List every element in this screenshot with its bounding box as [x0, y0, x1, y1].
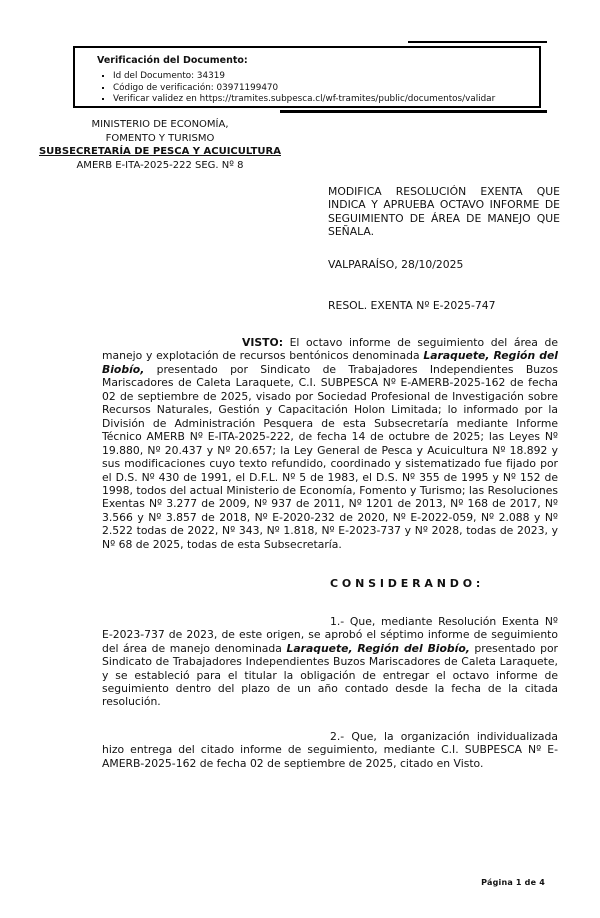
verification-title: Verificación del Documento:	[97, 55, 248, 66]
page-number-indicator: Página 1 de 4	[481, 878, 545, 887]
verification-box	[73, 46, 541, 108]
amerb-reference-line: AMERB E-ITA-2025-222 SEG. Nº 8	[76, 159, 244, 171]
considerando-heading: C O N S I D E R A N D O :	[330, 577, 481, 591]
considerando-item-2	[102, 730, 558, 770]
visto-paragraph	[102, 336, 558, 551]
text-segment: Laraquete, Región del Biobío,	[286, 641, 470, 655]
verification-item: ▪ Id del Documento: 34319	[113, 71, 533, 83]
stamp-border-artifact-top	[408, 41, 547, 43]
ministry-line-1: MINISTERIO DE ECONOMÍA,	[91, 119, 229, 130]
stamp-border-artifact-bottom	[280, 110, 547, 113]
verification-item: ▪ Código de verificación: 03971199470	[113, 83, 533, 95]
verification-item: ▪ Verificar validez en https://tramites.subpesca.cl/wf-tramites/public/documentos/validar	[113, 94, 533, 106]
text-segment: Laraquete, Región del Biobío,	[102, 349, 558, 376]
place-date: VALPARAÍSO, 28/10/2025	[328, 258, 464, 271]
verification-list	[97, 71, 533, 106]
document-subject: MODIFICA RESOLUCIÓN EXENTA QUE INDICA Y APRUEBA OCTAVO INFORME DE SEGUIMIENTO DE ÁREA DE MANEJO QUE SEÑALA.	[328, 185, 560, 238]
letterhead	[16, 118, 304, 172]
text-segment: VISTO:	[242, 336, 284, 349]
document-body	[102, 336, 558, 791]
text-segment: presentado por Sindicato de Trabajadores Independientes Buzos Mariscadores de Caleta Laraquete, C.I. SUBPESCA Nº E-AMERB-2025-162 de fecha 02 de septiembre de 2025, visado por Sociedad Profesional de Investigación sobre Recursos Naturales, Gestión y Capacitación Holon Limitada; lo informado por la División de Administración Pesquera de esta Subsecretaría mediante Informe Técnico AMERB Nº E-ITA-2025-222, de fecha 14 de octubre de 2025; las Leyes Nº 19.880, Nº 20.437 y Nº 20.657; la Ley General de Pesca y Acuicultura Nº 18.892 y sus modificaciones cuyo texto refundido, coordinado y sistematizado fue fijado por el D.S. Nº 430 de 1991, el D.F.L. Nº 5 de 1983, el D.S. Nº 355 de 1995 y Nº 152 de 1998, todos del actual Ministerio de Economía, Fomento y Turismo; las Resoluciones Exentas Nº 3.277 de 2009, Nº 937 de 2011, Nº 1201 de 2013, Nº 168 de 2017, Nº 3.566 y Nº 3.857 de 2018, Nº E-2020-232 de 2020, Nº E-2022-059, Nº 2.088 y Nº 2.522 todas de 2022, Nº 343, Nº 1.818, Nº E-2023-737 y Nº 2028, todas de 2023, y Nº 68 de 2025, todas de esta Subsecretaría.	[102, 362, 558, 551]
considerando-item-1	[102, 615, 558, 709]
ministry-line-2: FOMENTO Y TURISMO	[105, 132, 215, 144]
text-segment: El octavo informe de seguimiento del área de manejo y explotación de recursos bentónicos denominada	[102, 336, 558, 363]
text-segment: 1.- Que, mediante Resolución Exenta Nº E-2023-737 de 2023, de este origen, se aprobó el séptimo informe de seguimiento del área de manejo denominada	[102, 614, 558, 655]
text-segment: presentado por Sindicato de Trabajadores Independientes Buzos Mariscadores de Caleta Laraquete, y se estableció para el titular la obligación de entregar el octavo informe de seguimiento dentro del plazo de un año contado desde la fecha de la citada resolución.	[102, 641, 558, 709]
resolution-number: RESOL. EXENTA Nº E-2025-747	[328, 299, 496, 312]
subsecretaria-line: SUBSECRETARÍA DE PESCA Y ACUICULTURA	[38, 146, 281, 157]
text-segment: 2.- Que, la organización individualizada hizo entrega del citado informe de seguimiento, mediante C.I. SUBPESCA Nº E-AMERB-2025-162 de fecha 02 de septiembre de 2025, citado en Visto.	[102, 729, 558, 770]
